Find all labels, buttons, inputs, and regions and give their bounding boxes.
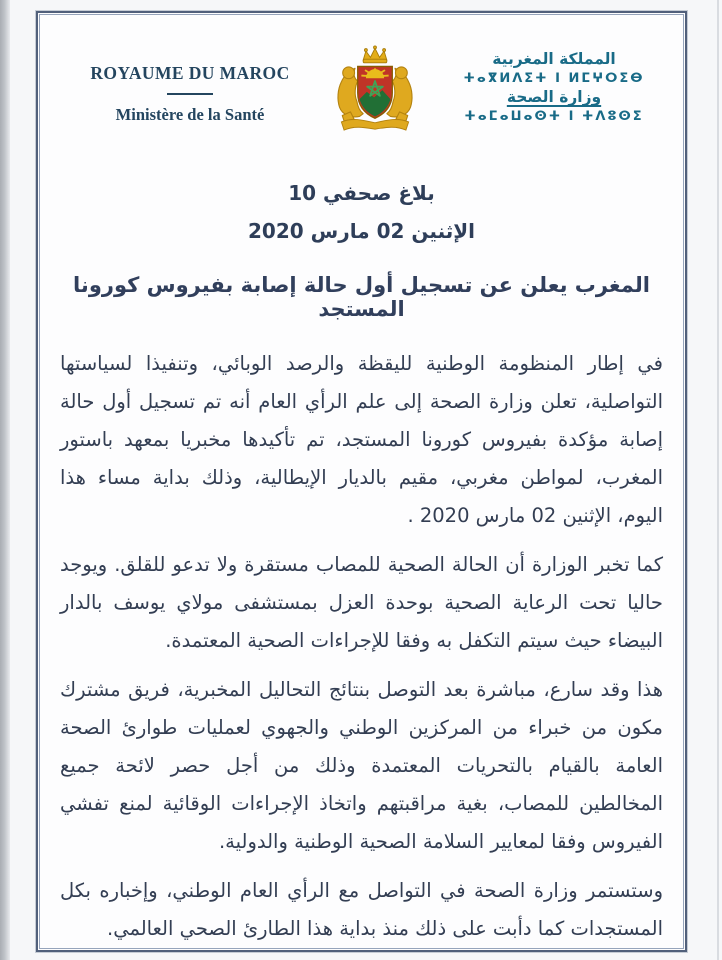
kingdom-name-tifinagh: ⵜⴰⴳⵍⴷⵉⵜ ⵏ ⵍⵎⵖⵔⵉⴱ — [463, 70, 645, 86]
kingdom-name-french: ROYAUME DU MAROC — [90, 63, 290, 83]
press-release-date: الإثنين 02 مارس 2020 — [248, 219, 475, 243]
press-release-headline: المغرب يعلن عن تسجيل أول حالة إصابة بفيروس كورونا المستجد — [73, 273, 650, 321]
document-frame — [36, 11, 687, 952]
letterhead-french-block — [76, 63, 304, 125]
ministry-name-french: Ministère de la Santé — [115, 105, 265, 124]
document-page — [39, 14, 684, 949]
morocco-coat-of-arms-icon — [325, 41, 425, 141]
press-release-heading — [56, 181, 667, 243]
paragraph-4: وستستمر وزارة الصحة في التواصل مع الرأي العام الوطني، وإخباره بكل المستجدات كما دأبت على ذلك منذ بداية هذا الطارئ الصحي العالمي. — [60, 879, 663, 940]
letterhead-divider — [167, 93, 213, 95]
photo-left-edge — [0, 0, 10, 960]
paragraph-2: كما تخبر الوزارة أن الحالة الصحية للمصاب مستقرة ولا تدعو للقلق. ويوجد حاليا تحت الرعاية الصحية بوحدة العزل بمستشفى مولاي يوسف بالدار البيضاء حيث سيتم التكفل به وفقا للإجراءات الصحية المعتمدة. — [60, 553, 663, 652]
kingdom-name-arabic: المملكة المغربية — [492, 50, 616, 68]
press-release-body — [56, 345, 667, 948]
ministry-name-tifinagh: ⵜⴰⵎⴰⵡⴰⵙⵜ ⵏ ⵜⴷⵓⵙⵉ — [464, 109, 644, 125]
ministry-name-arabic: وزارة الصحة — [506, 88, 602, 107]
press-release-number: بلاغ صحفي 10 — [288, 181, 435, 205]
paragraph-1: في إطار المنظومة الوطنية لليقظة والرصد الوبائي، وتنفيذا لسياستها التواصلية، تعلن وزارة الصحة إلى علم الرأي العام أنه تم تسجيل أول حالة إصابة مؤكدة بفيروس كورونا المستجد، تم تأكيدها مخبريا بمعهد باستور المغرب، لمواطن مغربي، مقيم بالديار الإيطالية، وذلك بداية مساء هذا اليوم، الإثنين 02 مارس 2020 . — [60, 352, 663, 527]
letterhead — [56, 35, 667, 141]
letterhead-arabic-block — [445, 49, 663, 126]
photo-right-edge — [717, 0, 719, 960]
paragraph-3: هذا وقد سارع، مباشرة بعد التوصل بنتائج التحاليل المخبرية، فريق مشترك مكون من خبراء من المركزين الوطني والجهوي لعمليات طوارئ الصحة العامة بالقيام بالتحريات المعتمدة وذلك من أجل حصر لائحة جميع المخالطين للمصاب، بغية مراقبتهم واتخاذ الإجراءات الوقائية لمنع تفشي الفيروس وفقا لمعايير السلامة الصحية الوطنية والدولية. — [60, 678, 663, 853]
